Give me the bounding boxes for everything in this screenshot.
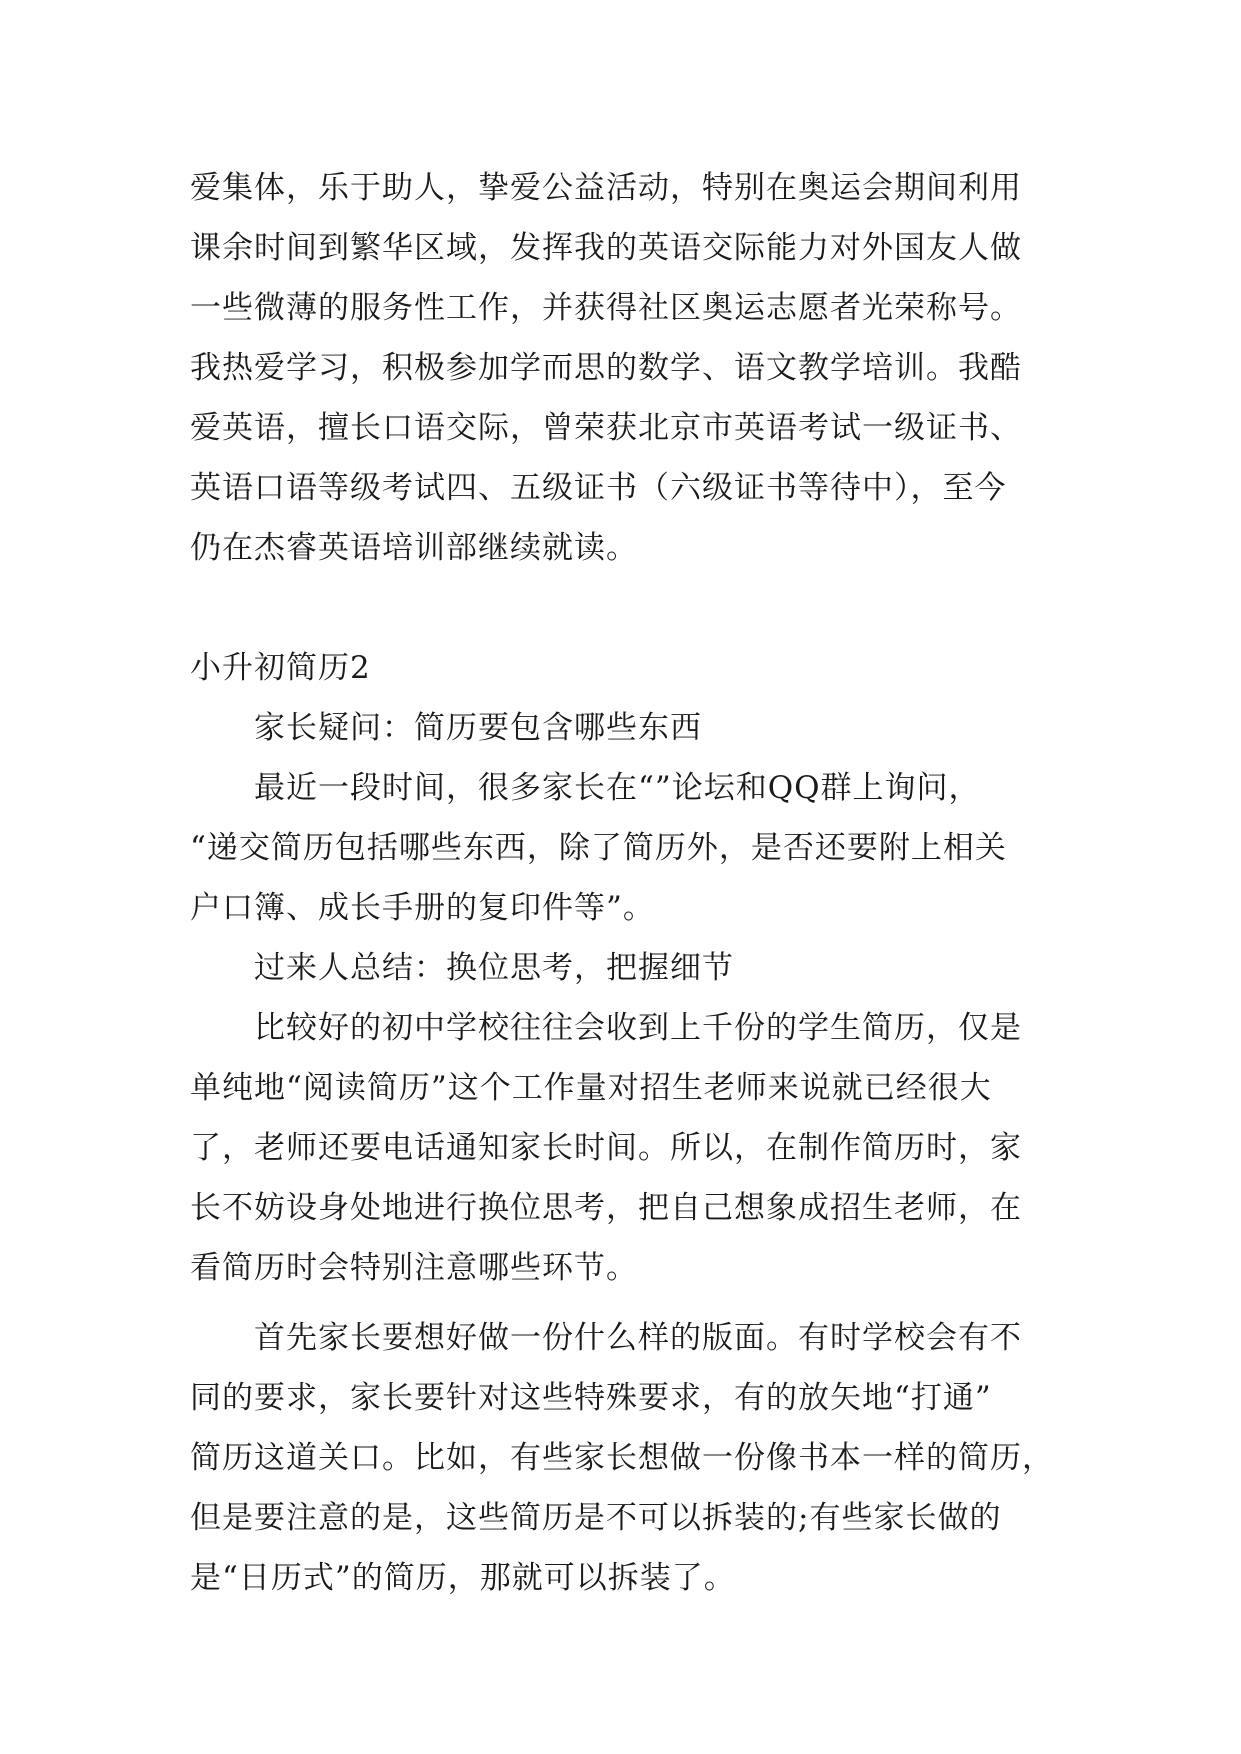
heading-question: 家长疑问：简历要包含哪些东西 xyxy=(254,710,702,746)
text-line: 一些微薄的服务性工作，并获得社区奥运志愿者光荣称号。 xyxy=(190,290,1022,326)
paragraph-1 xyxy=(190,758,1050,938)
text-line: 了，老师还要电话通知家长时间。所以，在制作简历时，家 xyxy=(190,1130,1022,1166)
text-line: 爱集体，乐于助人，挚爱公益活动，特别在奥运会期间利用 xyxy=(190,170,1022,206)
text-line: “递交简历包括哪些东西，除了简历外，是否还要附上相关 xyxy=(190,830,1007,866)
text-line: 爱英语，擅长口语交际，曾荣获北京市英语考试一级证书、 xyxy=(190,410,1022,446)
text-line: 英语口语等级考试四、五级证书（六级证书等待中），至今 xyxy=(190,470,1007,506)
text-line: 我热爱学习，积极参加学而思的数学、语文教学培训。我酷 xyxy=(190,350,1022,386)
text-line: 首先家长要想好做一份什么样的版面。有时学校会有不 xyxy=(254,1320,1022,1356)
text-line: 但是要注意的是，这些简历是不可以拆装的;有些家长做的 xyxy=(190,1500,1002,1536)
section-title: 小升初简历2 xyxy=(190,650,371,686)
text-line: 仍在杰睿英语培训部继续就读。 xyxy=(190,530,638,566)
text-line: 看简历时会特别注意哪些环节。 xyxy=(190,1250,638,1286)
paragraph-gap xyxy=(190,1298,1050,1308)
text-line: 单纯地“阅读简历”这个工作量对招生老师来说就已经很大 xyxy=(190,1070,992,1106)
section-gap xyxy=(190,578,1050,638)
text-line: 长不妨设身处地进行换位思考，把自己想象成招生老师，在 xyxy=(190,1190,1022,1226)
text-line: 是“日历式”的简历，那就可以拆装了。 xyxy=(190,1560,736,1596)
intro-paragraph xyxy=(190,158,1050,578)
text-line: 课余时间到繁华区域，发挥我的英语交际能力对外国友人做 xyxy=(190,230,1022,266)
heading-summary: 过来人总结：换位思考，把握细节 xyxy=(254,950,734,986)
text-line: 同的要求，家长要针对这些特殊要求，有的放矢地“打通” xyxy=(190,1380,992,1416)
document-body xyxy=(190,158,1054,1608)
paragraph-2 xyxy=(190,998,1050,1298)
paragraph-3 xyxy=(190,1308,1054,1608)
text-line: 户口簿、成长手册的复印件等”。 xyxy=(190,890,655,926)
text-line: 最近一段时间，很多家长在“”论坛和QQ群上询问， xyxy=(254,770,981,806)
text-line: 比较好的初中学校往往会收到上千份的学生简历，仅是 xyxy=(254,1010,1022,1046)
text-line: 简历这道关口。比如，有些家长想做一份像书本一样的简历， xyxy=(190,1440,1054,1476)
